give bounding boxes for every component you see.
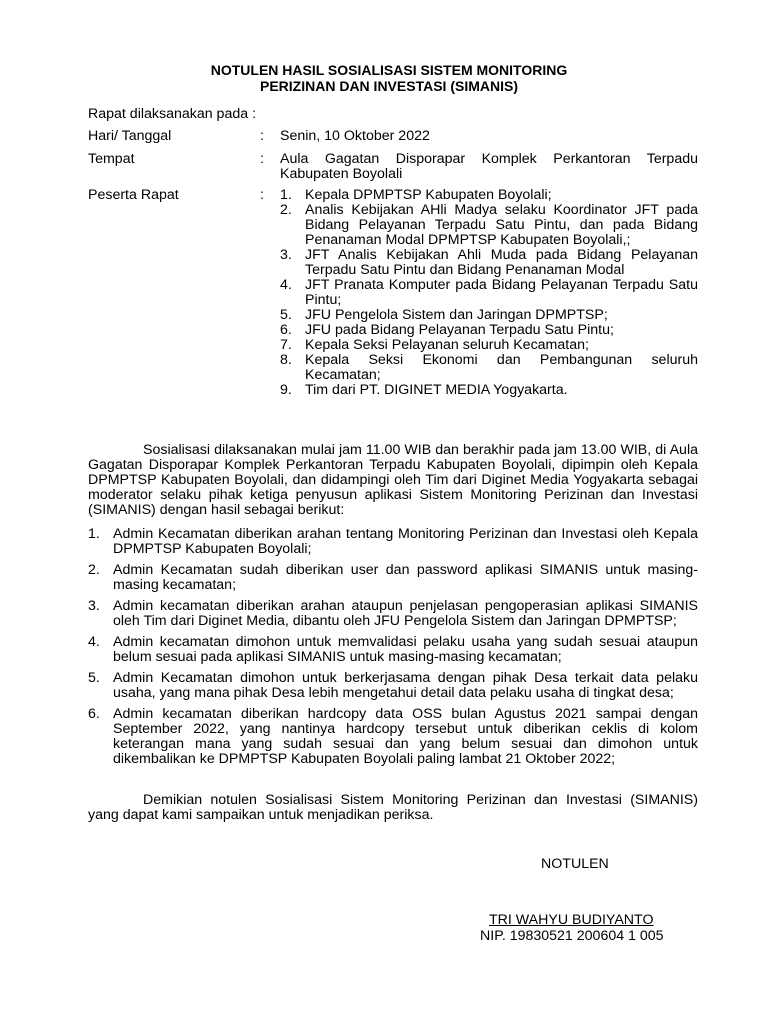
signature-label: NOTULEN	[541, 856, 609, 872]
list-item: 1. Admin Kecamatan diberikan arahan tentang Monitoring Perizinan dan Investasi oleh Kepala DPMPTSP Kabupaten Boyolali;	[88, 526, 698, 557]
place-value: Aula Gagatan Disporapar Komplek Perkantoran Terpadu Kabupaten Boyolali	[280, 151, 698, 182]
title-line-2: PERIZINAN DAN INVESTASI (SIMANIS)	[260, 78, 518, 94]
meeting-intro: Rapat dilaksanakan pada :	[88, 106, 257, 122]
list-item: 2. Admin Kecamatan sudah diberikan user dan password aplikasi SIMANIS untuk masing-masing kecamatan;	[88, 562, 698, 593]
summary-paragraph: Sosialisasi dilaksanakan mulai jam 11.00 WIB dan berakhir pada jam 13.00 WIB, di Aula Gagatan Disporapar Komplek Perkantoran Terpadu Kabupaten Boyolali, dipimpin oleh Kepala DPMPTSP Kabupaten Boyolali, dan didampingi oleh Tim dari Diginet Media Yogyakarta sebagai moderator selaku pihak ketiga penyusun aplikasi Sistem Monitoring Perizinan dan Investasi (SIMANIS) dengan hasil sebagai berikut:	[88, 442, 698, 518]
signature-name: TRI WAHYU BUDIYANTO	[489, 912, 654, 928]
list-item: 8. Kepala Seksi Ekonomi dan Pembangunan seluruh Kecamatan;	[280, 352, 698, 383]
list-item: 6. JFU pada Bidang Pelayanan Terpadu Satu Pintu;	[280, 322, 614, 338]
list-item: 4. Admin kecamatan dimohon untuk memvalidasi pelaku usaha yang sudah sesuai ataupun belum sesuai pada aplikasi SIMANIS untuk masing-masing kecamatan;	[88, 634, 698, 665]
closing-paragraph: Demikian notulen Sosialisasi Sistem Monitoring Perizinan dan Investasi (SIMANIS) yang dapat kami sampaikan untuk menjadikan periksa.	[88, 792, 698, 823]
date-value: Senin, 10 Oktober 2022	[280, 128, 430, 144]
participants-colon: :	[260, 187, 264, 203]
signature-nip: NIP. 19830521 200604 1 005	[480, 928, 664, 944]
list-item: 9. Tim dari PT. DIGINET MEDIA Yogyakarta.	[280, 382, 568, 398]
place-colon: :	[260, 151, 264, 167]
participants-label: Peserta Rapat	[88, 187, 179, 203]
list-item: 5. Admin Kecamatan dimohon untuk berkerjasama dengan pihak Desa terkait data pelaku usaha, yang mana pihak Desa lebih mengetahui detail data pelaku usaha di tingkat desa;	[88, 670, 698, 701]
list-item: 6. Admin kecamatan diberikan hardcopy data OSS bulan Agustus 2021 sampai dengan September 2022, yang nantinya hardcopy tersebut untuk diberikan ceklis di kolom keterangan mana yang sudah sesuai dan yang belum sesuai dan dimohon untuk dikembalikan ke DPMPTSP Kabupaten Boyolali paling lambat 21 Oktober 2022;	[88, 706, 698, 767]
list-item: 2. Analis Kebijakan AHli Madya selaku Koordinator JFT pada Bidang Pelayanan Terpadu Satu Pintu, dan pada Bidang Penanaman Modal DPMPTSP Kabupaten Boyolali,;	[280, 202, 698, 248]
list-item: 5. JFU Pengelola Sistem dan Jaringan DPMPTSP;	[280, 307, 608, 323]
date-colon: :	[260, 128, 264, 144]
document-title	[0, 62, 768, 94]
list-item: 7. Kepala Seksi Pelayanan seluruh Kecamatan;	[280, 337, 589, 353]
list-item: 1. Kepala DPMPTSP Kabupaten Boyolali;	[280, 187, 552, 203]
list-item: 4. JFT Pranata Komputer pada Bidang Pelayanan Terpadu Satu Pintu;	[280, 277, 698, 308]
results-list	[88, 527, 698, 773]
participants-list	[280, 188, 698, 398]
title-line-1: NOTULEN HASIL SOSIALISASI SISTEM MONITORING	[210, 62, 568, 78]
list-item: 3. Admin kecamatan diberikan arahan ataupun penjelasan pengoperasian aplikasi SIMANIS oleh Tim dari Diginet Media, dibantu oleh JFU Pengelola Sistem dan Jaringan DPMPTSP;	[88, 598, 698, 629]
place-label: Tempat	[88, 151, 135, 167]
list-item: 3. JFT Analis Kebijakan Ahli Muda pada Bidang Pelayanan Terpadu Satu Pintu dan Bidang Penanaman Modal	[280, 247, 698, 278]
date-label: Hari/ Tanggal	[88, 128, 172, 144]
